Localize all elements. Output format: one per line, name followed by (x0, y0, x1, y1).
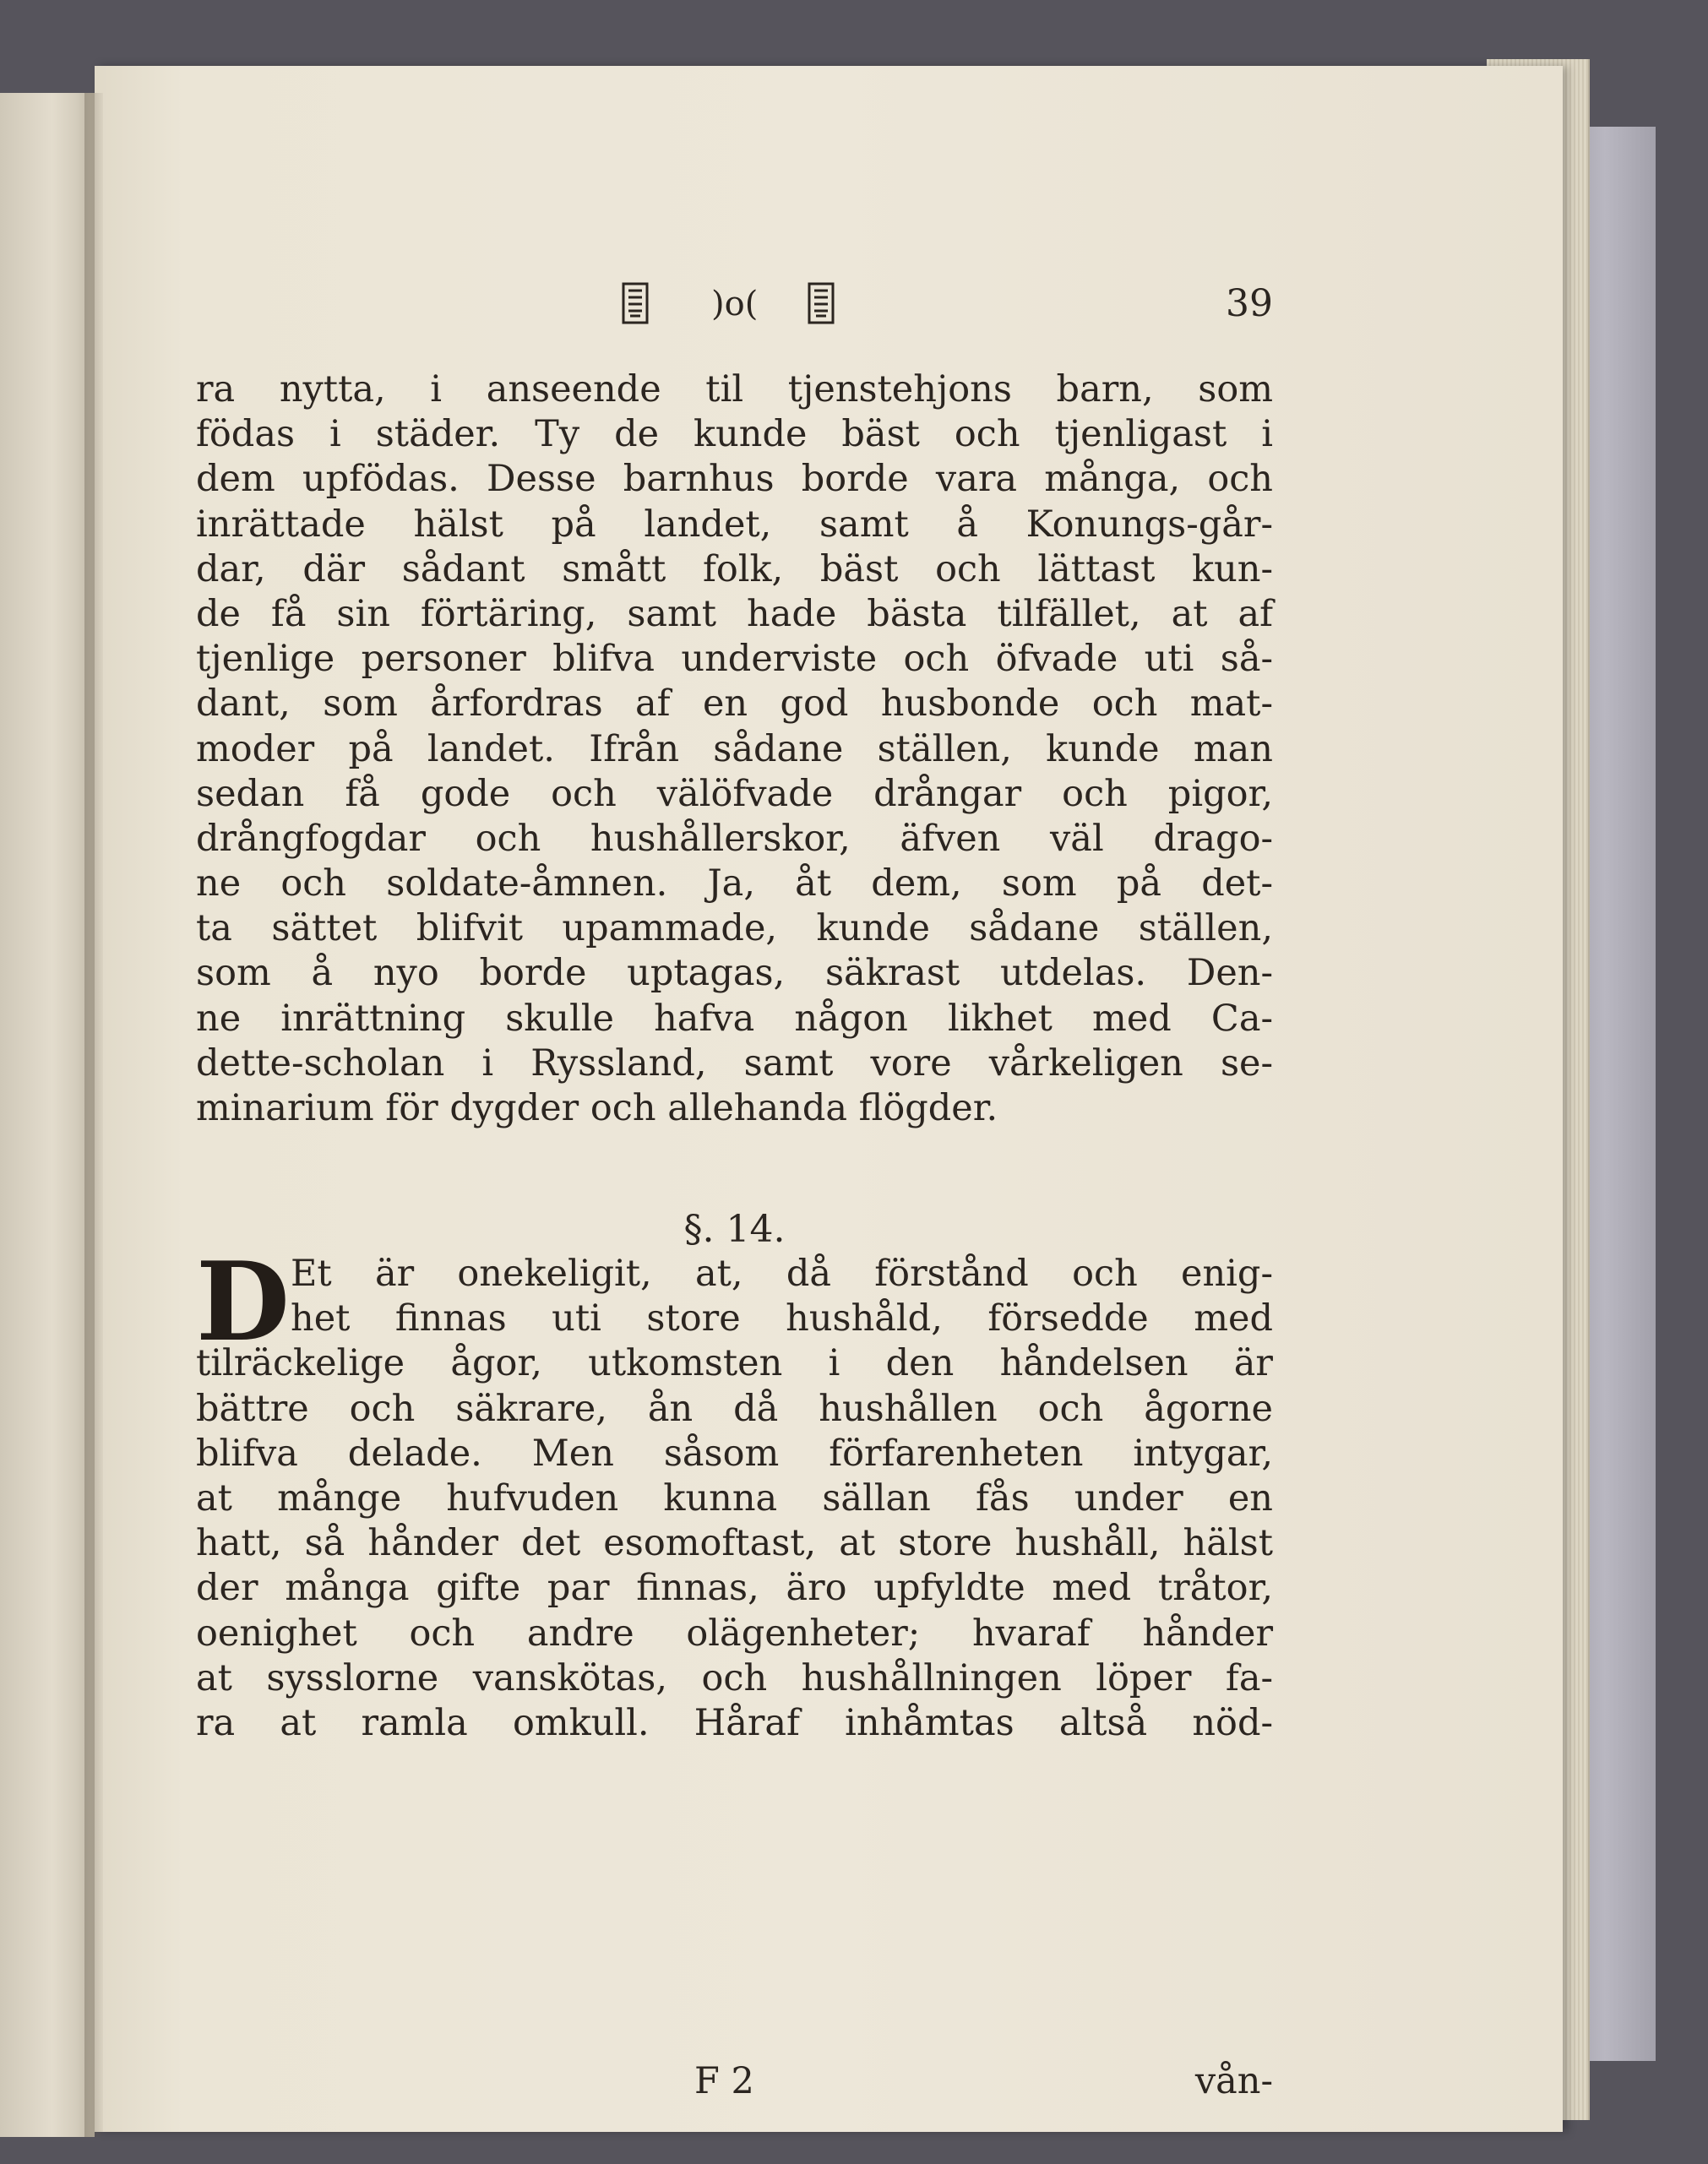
text-line: dar, där sådant smått folk, bäst och lättast kun- (196, 547, 1273, 590)
section-heading: §. 14. (683, 1208, 786, 1251)
text-line: inrättade hälst på landet, samt å Konungs-går- (196, 503, 1273, 546)
text-line: ta sättet blifvit upammade, kunde sådane ställen, (196, 907, 1273, 950)
text-line: dem upfödas. Desse barnhus borde vara många, och (196, 458, 1273, 501)
catchword: vån- (1194, 2060, 1273, 2102)
page-number: 39 (1226, 282, 1273, 325)
text-line: sedan få gode och välöfvade drångar och pigor, (196, 772, 1273, 815)
text-line: födas i städer. Ty de kunde bäst och tjenligast i (196, 413, 1273, 456)
text-line: moder på landet. Ifrån sådane ställen, kunde man (196, 727, 1273, 770)
drop-cap: D (196, 1239, 290, 1366)
text-line: dant, som årfordras af en god husbonde och mat- (196, 682, 1273, 726)
text-line: tjenlige personer blifva underviste och öfvade uti så- (196, 638, 1273, 681)
paragraph-1 (196, 367, 1273, 1131)
text-line: minarium för dygder och allehanda flögder. (196, 1087, 998, 1129)
text-line: hatt, så hånder det esomoftast, at store hushåll, hälst (196, 1522, 1273, 1565)
footer-line (196, 2059, 1273, 2103)
text-line: bättre och säkrare, ån då hushållen och ågorne (196, 1387, 1273, 1430)
text-line: ne inrättning skulle hafva någon likhet med Ca- (196, 997, 1273, 1040)
left-page-strip (0, 93, 95, 2137)
paragraph-2 (196, 1239, 1273, 1746)
text-line: de få sin förtäring, samt hade bästa tilfället, at af (196, 592, 1273, 635)
text-line: ra at ramla omkull. Håraf inhåmtas altså nöd- (196, 1701, 1273, 1744)
text-line: at sysslorne vanskötas, och hushållningen löper fa- (196, 1656, 1273, 1699)
running-head (196, 279, 1273, 329)
signature-mark: F 2 (694, 2060, 754, 2102)
text-line: oenighet och andre olägenheter; hvaraf hånder (196, 1612, 1273, 1655)
text-line: dette-scholan i Ryssland, samt vore vårkeligen se- (196, 1041, 1273, 1085)
text-line: ra nytta, i anseende til tjenstehjons barn, som (196, 368, 1273, 411)
text-line: ne och soldate-åmnen. Ja, åt dem, som på det- (196, 862, 1273, 905)
text-line: het finnas uti store hushåld, försedde med (291, 1297, 1273, 1340)
right-ornament-icon (804, 279, 838, 331)
text-line: Et är onekeligit, at, då förstånd och enig- (291, 1253, 1273, 1295)
text-line: der många gifte par finnas, äro upfyldte med tråtor, (196, 1567, 1273, 1610)
binding-gutter (84, 93, 103, 2137)
running-head-mark: )o( (711, 285, 759, 324)
text-line: som å nyo borde uptagas, säkrast utdelas. Den- (196, 952, 1273, 995)
text-line: tilräckelige ågor, utkomsten i den håndelsen är (196, 1342, 1273, 1385)
left-ornament-icon (618, 279, 652, 331)
text-line: at månge hufvuden kunna sällan fås under en (196, 1476, 1273, 1520)
text-line: drångfogdar och hushållerskor, äfven väl drago- (196, 817, 1273, 860)
text-line: blifva delade. Men såsom förfarenheten intygar, (196, 1432, 1273, 1475)
